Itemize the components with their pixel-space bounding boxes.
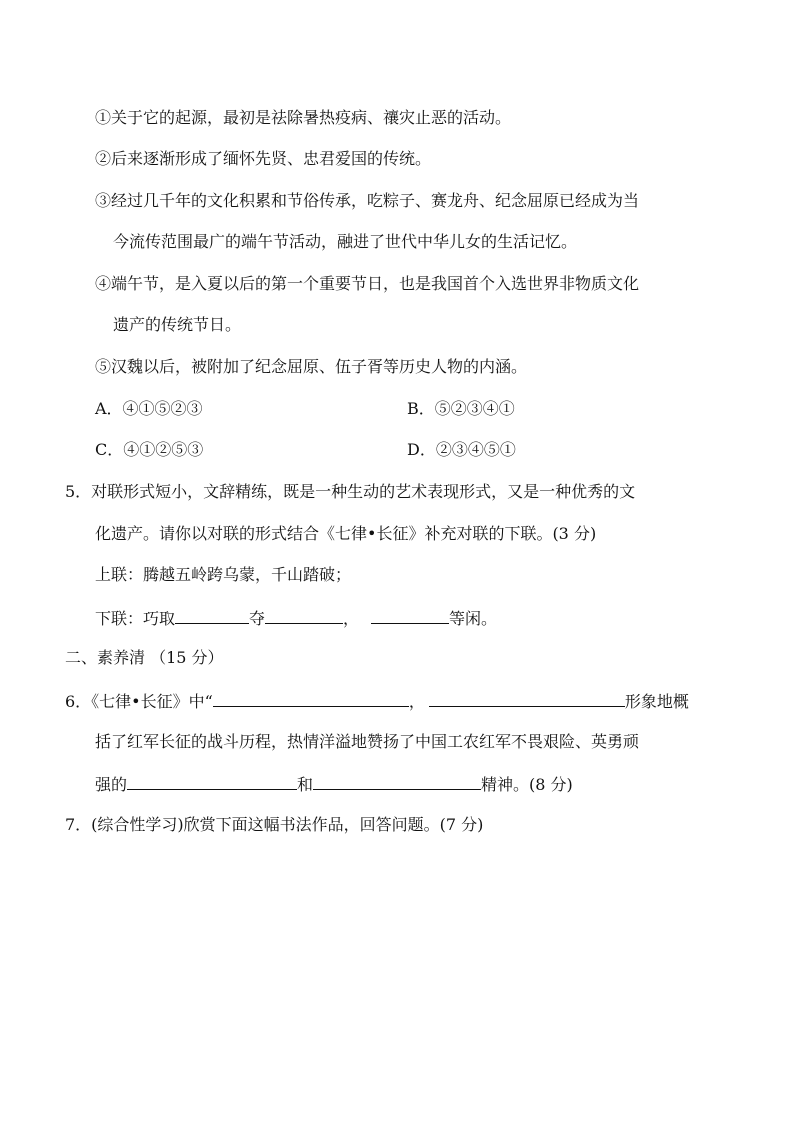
- option-5-line: ⑤汉魏以后，被附加了纪念屈原、伍子胥等历史人物的内涵。: [95, 357, 528, 376]
- couplet-lower-prefix: 下联：巧取: [95, 609, 176, 628]
- question-6-prefix: 6．《七律•长征》中“: [65, 692, 213, 711]
- couplet-lower-comma: ，: [343, 609, 360, 628]
- choice-c: C．④①②⑤③: [95, 440, 204, 459]
- choice-b: B．⑤②③④①: [407, 399, 515, 418]
- blank-1[interactable]: [175, 606, 249, 624]
- blank-3[interactable]: [371, 606, 449, 624]
- option-1-line: ①关于它的起源，最初是祛除暑热疫病、禳灾止恶的活动。: [95, 108, 512, 127]
- option-3-line-1: ③经过几千年的文化积累和节俗传承，吃粽子、赛龙舟、纪念屈原已经成为当: [95, 191, 640, 210]
- couplet-upper: 上联：腾越五岭跨乌蒙，千山踏破；: [95, 565, 352, 584]
- question-7: 7．(综合性学习)欣赏下面这幅书法作品，回答问题。(7 分): [65, 815, 484, 834]
- choice-d: D．②③④⑤①: [407, 440, 516, 459]
- section-2-title: 二、素养清 （15 分）: [65, 648, 224, 667]
- question-6-comma: ，: [408, 692, 425, 711]
- question-6-line-3: [95, 772, 573, 796]
- blank-6[interactable]: [127, 772, 297, 790]
- option-4-line-1: ④端午节，是入夏以后的第一个重要节日，也是我国首个入选世界非物质文化: [95, 274, 640, 293]
- option-2-line: ②后来逐渐形成了缅怀先贤、忠君爱国的传统。: [95, 149, 432, 168]
- blank-4[interactable]: [213, 689, 409, 707]
- question-6-line-1: [65, 689, 689, 713]
- couplet-lower-suffix: 等闲。: [449, 609, 498, 628]
- blank-7[interactable]: [313, 772, 481, 790]
- question-6-line-2: 括了红军长征的战斗历程，热情洋溢地赞扬了中国工农红军不畏艰险、英勇顽: [95, 732, 640, 751]
- question-6-line3-mid: 和: [297, 775, 314, 794]
- couplet-lower: [95, 606, 497, 630]
- question-6-line3-prefix: 强的: [95, 775, 128, 794]
- option-4-line-2: 遗产的传统节日。: [113, 315, 242, 334]
- couplet-lower-mid: 夺: [249, 609, 266, 628]
- option-3-line-2: 今流传范围最广的端午节活动，融进了世代中华儿女的生活记忆。: [113, 232, 578, 251]
- question-5-line-2: 化遗产。请你以对联的形式结合《七律•长征》补充对联的下联。(3 分): [95, 524, 597, 543]
- question-6-line3-suffix: 精神。(8 分): [481, 775, 573, 794]
- blank-5[interactable]: [429, 689, 625, 707]
- question-5-line-1: 5．对联形式短小，文辞精练，既是一种生动的艺术表现形式，又是一种优秀的文: [65, 482, 636, 501]
- choice-a: A．④①⑤②③: [95, 399, 203, 418]
- question-6-suffix: 形象地概: [624, 692, 689, 711]
- blank-2[interactable]: [265, 606, 343, 624]
